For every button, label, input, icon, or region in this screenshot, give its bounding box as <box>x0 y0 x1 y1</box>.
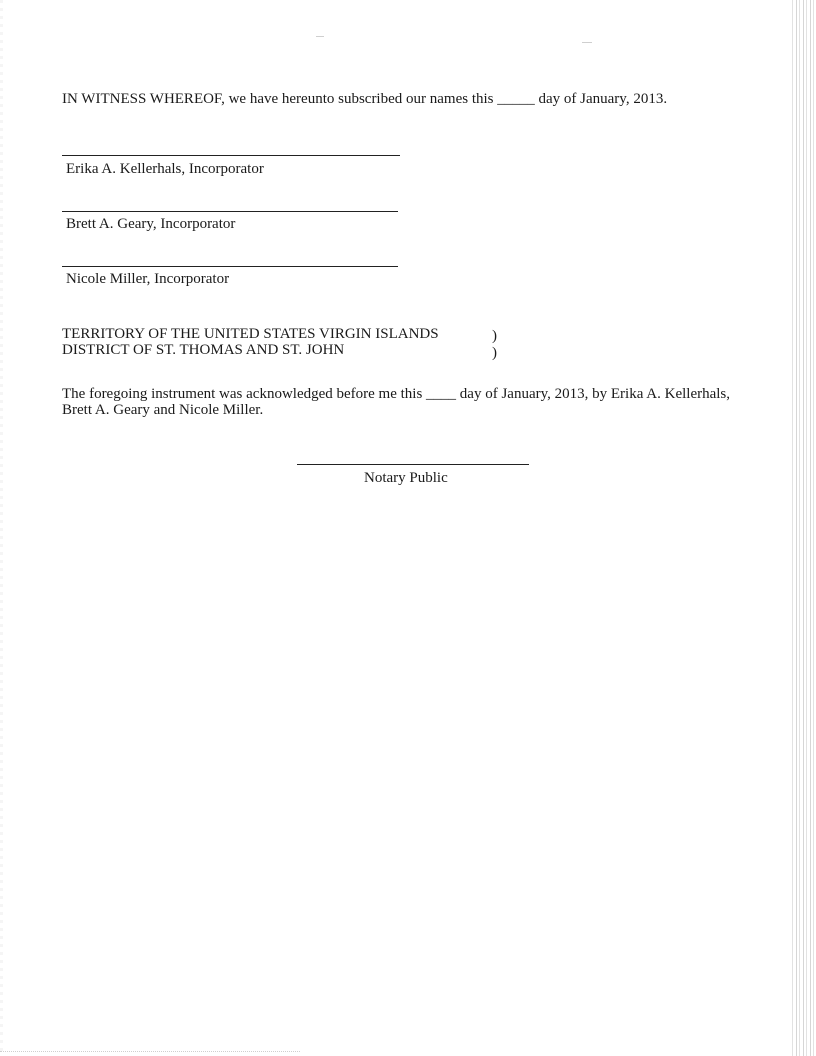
scan-speck <box>582 42 592 43</box>
signatory-label-kellerhals: Erika A. Kellerhals, Incorporator <box>66 161 264 177</box>
scan-right-edge <box>790 0 816 1056</box>
signature-line-kellerhals <box>62 155 400 156</box>
witness-clause: IN WITNESS WHEREOF, we have hereunto subscribed our names this _____ day of January, 2013. <box>62 91 668 107</box>
venue-territory: TERRITORY OF THE UNITED STATES VIRGIN ISLANDS <box>62 326 439 342</box>
notary-signature-line <box>297 464 529 465</box>
signatory-label-geary: Brett A. Geary, Incorporator <box>66 216 236 232</box>
venue-district: DISTRICT OF ST. THOMAS AND ST. JOHN <box>62 342 345 358</box>
acknowledgment-line-2: Brett A. Geary and Nicole Miller. <box>62 402 264 418</box>
signature-line-miller <box>62 266 398 267</box>
scan-speck <box>316 36 324 37</box>
signature-line-geary <box>62 211 398 212</box>
scan-bottom-edge <box>0 1051 300 1052</box>
venue-bracket-district: ) <box>492 345 497 361</box>
acknowledgment-line-1: The foregoing instrument was acknowledged before me this ____ day of January, 2013, by Erika A. Kellerhals, <box>62 386 731 402</box>
notary-label: Notary Public <box>364 470 448 486</box>
venue-bracket-territory: ) <box>492 328 497 344</box>
scan-left-edge <box>0 0 3 1056</box>
signatory-label-miller: Nicole Miller, Incorporator <box>66 271 230 287</box>
